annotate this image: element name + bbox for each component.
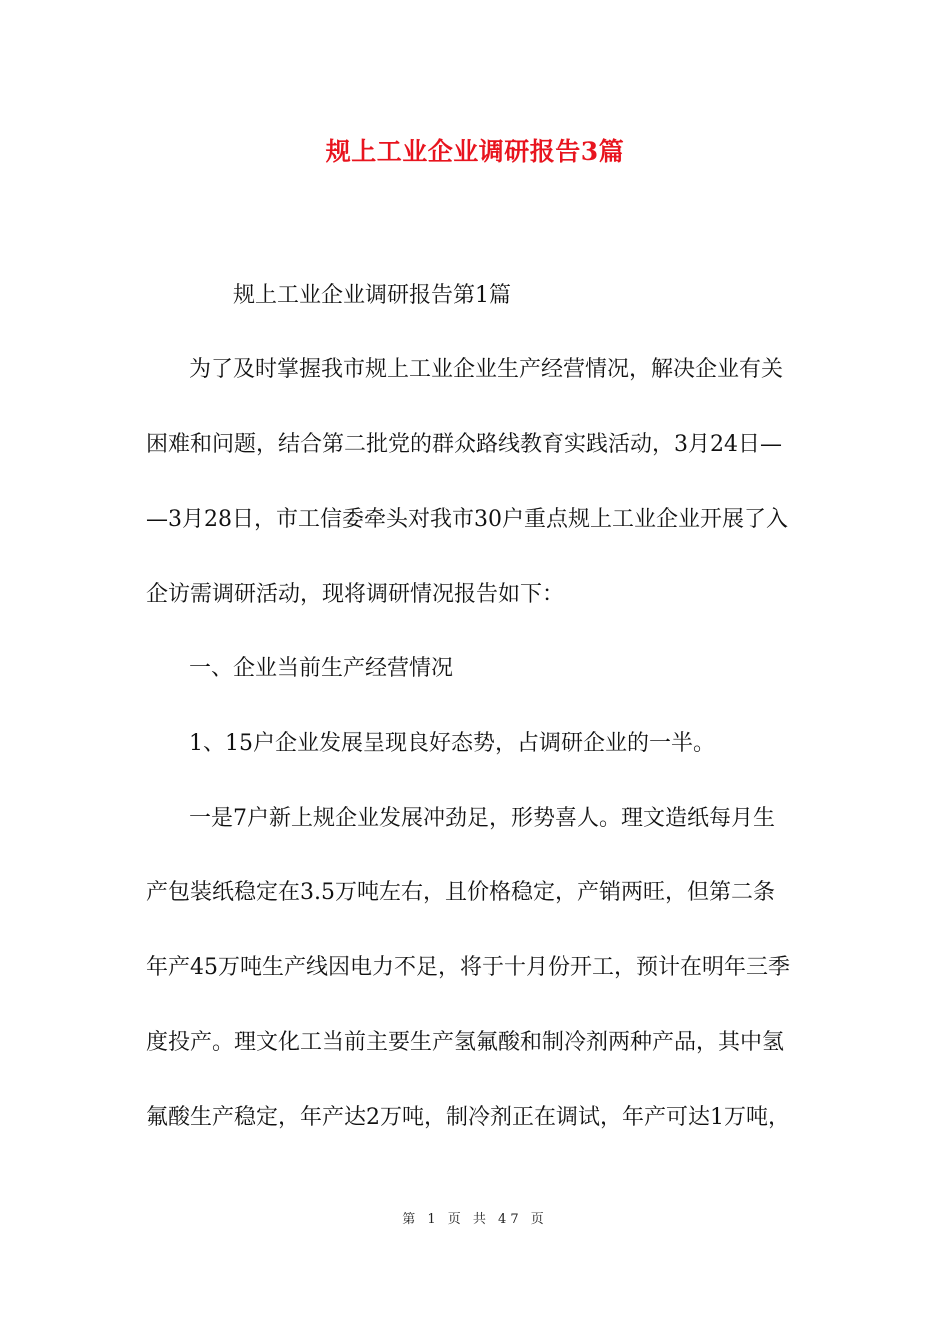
paragraph-line: 1、15户企业发展呈现良好态势，占调研企业的一半。 xyxy=(189,731,715,756)
paragraph-line: 困难和问题，结合第二批党的群众路线教育实践活动，3月24日— xyxy=(146,432,782,457)
paragraph-line: 产包装纸稳定在3.5万吨左右，且价格稳定，产销两旺，但第二条 xyxy=(146,880,775,905)
paragraph-line: 年产45万吨生产线因电力不足，将于十月份开工，预计在明年三季 xyxy=(146,955,790,980)
paragraph-line: 企访需调研活动，现将调研情况报告如下： xyxy=(146,582,565,607)
section-subtitle: 规上工业企业调研报告第1篇 xyxy=(233,283,511,308)
section-heading: 一、企业当前生产经营情况 xyxy=(189,656,454,681)
paragraph-line: 氟酸生产稳定，年产达2万吨，制冷剂正在调试，年产可达1万吨， xyxy=(146,1105,790,1130)
page-number: 第 1 页 共 47 页 xyxy=(402,1212,548,1227)
paragraph-line: —3月28日，市工信委牵头对我市30户重点规上工业企业开展了入 xyxy=(146,507,788,532)
paragraph-line: 度投产。理文化工当前主要生产氢氟酸和制冷剂两种产品，其中氢 xyxy=(146,1030,785,1055)
paragraph-line: 为了及时掌握我市规上工业企业生产经营情况，解决企业有关 xyxy=(189,357,784,382)
paragraph-line: 一是7户新上规企业发展冲劲足，形势喜人。理文造纸每月生 xyxy=(189,806,775,831)
document-title: 规上工业企业调研报告3篇 xyxy=(325,137,625,166)
